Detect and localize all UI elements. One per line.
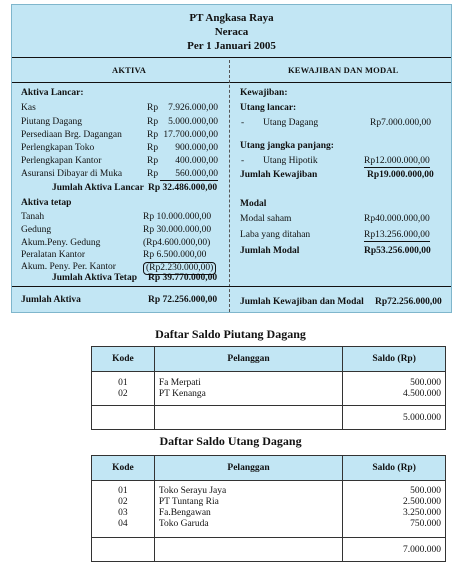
aktiva-tetap-total: Rp 39.770.000,00 xyxy=(148,273,218,283)
aktiva-lancar-total-label: Jumlah Aktiva Lancar xyxy=(52,183,144,193)
utang-hipotik-dash: - xyxy=(241,156,245,166)
aktiva-lancar-item-label: Piutang Dagang xyxy=(21,117,82,127)
aktiva-tetap-item-label: Akum.Peny. Gedung xyxy=(21,238,101,248)
kode-value: 03 xyxy=(118,508,128,518)
kode-cell xyxy=(92,372,155,406)
saldo-value: 4.500.000 xyxy=(403,389,441,399)
empty-cell xyxy=(92,406,155,430)
total-row xyxy=(92,538,446,562)
aktiva-tetap-item-label: Akum. Peny. Per. Kantor xyxy=(21,262,116,272)
piutang-total: 5.000.000 xyxy=(343,406,446,430)
aktiva-tetap-item-value: Rp 10.000.000,00 xyxy=(143,212,212,222)
saldo-value: 500.000 xyxy=(410,378,441,388)
aktiva-lancar-label: Aktiva Lancar: xyxy=(21,88,84,98)
aktiva-lancar-item-currency: Rp xyxy=(147,156,159,166)
total-row xyxy=(92,406,446,430)
saldo-cell xyxy=(343,372,446,406)
utang-dagang-value: Rp7.000.000,00 xyxy=(370,118,431,128)
column-header-saldo: Saldo (Rp) xyxy=(343,456,446,481)
aktiva-lancar-item-label: Kas xyxy=(21,103,36,113)
saldo-value: 500.000 xyxy=(410,486,441,496)
aktiva-lancar-item-value: 7.926.000,00 xyxy=(168,103,218,113)
aktiva-tetap-item-value: (Rp2.230.000,00) xyxy=(143,262,216,275)
modal-saham-value: Rp40.000.000,00 xyxy=(364,214,430,224)
table-row xyxy=(92,372,446,406)
aktiva-tetap-item-value: (Rp4.600.000,00) xyxy=(143,238,211,248)
pelanggan-value: Fa.Bengawan xyxy=(158,508,211,518)
jumlah-aktiva: Rp 72.256.000,00 xyxy=(148,295,218,305)
aktiva-tetap-item-value: Rp 30.000.000,00 xyxy=(143,225,212,235)
utang-panjang-label: Utang jangka panjang: xyxy=(240,141,334,151)
column-header-pelanggan: Pelanggan xyxy=(154,456,342,481)
aktiva-tetap-item-label: Tanah xyxy=(21,212,45,222)
pelanggan-cell xyxy=(154,372,342,406)
jumlah-aktiva-label: Jumlah Aktiva xyxy=(21,295,81,305)
jumlah-modal-label: Jumlah Modal xyxy=(240,246,300,256)
aktiva-tetap-item-label: Gedung xyxy=(21,225,52,235)
kewajiban-column-header: KEWAJIBAN DAN MODAL xyxy=(288,65,399,75)
saldo-value: 2.500.000 xyxy=(403,497,441,507)
laba-ditahan-value: Rp13.256.000,00 xyxy=(364,230,430,240)
aktiva-lancar-item-currency: Rp xyxy=(147,143,159,153)
table-header-row xyxy=(92,456,446,481)
aktiva-lancar-item-value: 5.000.000,00 xyxy=(168,117,218,127)
table-header-row xyxy=(92,347,446,372)
column-header-kode: Kode xyxy=(92,456,155,481)
saldo-value: 3.250.000 xyxy=(403,508,441,518)
aktiva-column-header: AKTIVA xyxy=(112,65,147,75)
aktiva-lancar-item-currency: Rp xyxy=(147,103,159,113)
company-name: PT Angkasa Raya xyxy=(189,12,274,24)
empty-cell xyxy=(154,538,342,562)
aktiva-lancar-item-label: Perlengkapan Kantor xyxy=(21,156,102,166)
utang-lancar-label: Utang lancar: xyxy=(240,103,297,113)
saldo-value: 750.000 xyxy=(410,519,441,529)
kode-value: 01 xyxy=(118,486,128,496)
pelanggan-value: PT Tuntang Ria xyxy=(158,497,219,507)
aktiva-lancar-item-value: 400.000,00 xyxy=(175,156,218,166)
statement-date: Per 1 Januari 2005 xyxy=(187,40,276,52)
column-header-pelanggan: Pelanggan xyxy=(154,347,342,372)
column-header-kode: Kode xyxy=(92,347,155,372)
utang-title: Daftar Saldo Utang Dagang xyxy=(159,434,302,448)
empty-cell xyxy=(154,406,342,430)
aktiva-lancar-item-value: 17.700.000,00 xyxy=(163,130,218,140)
piutang-table xyxy=(91,346,446,430)
saldo-cell xyxy=(343,481,446,538)
empty-cell xyxy=(92,538,155,562)
jumlah-modal: Rp53.256.000,00 xyxy=(364,246,431,256)
piutang-title: Daftar Saldo Piutang Dagang xyxy=(155,327,306,341)
aktiva-lancar-item-label: Perlengkapan Toko xyxy=(21,143,95,153)
pelanggan-value: Toko Serayu Jaya xyxy=(158,486,227,496)
utang-total: 7.000.000 xyxy=(343,538,446,562)
utang-dagang-label: Utang Dagang xyxy=(263,118,319,128)
divider xyxy=(12,286,451,287)
divider xyxy=(12,82,451,83)
utang-table xyxy=(91,455,446,562)
aktiva-tetap-item-label: Peralatan Kantor xyxy=(21,250,86,260)
modal-saham-label: Modal saham xyxy=(240,214,292,224)
pelanggan-cell xyxy=(154,481,342,538)
kode-value: 01 xyxy=(118,378,128,388)
grand-total: Rp72.256.000,00 xyxy=(375,297,442,307)
aktiva-tetap-total-label: Jumlah Aktiva Tetap xyxy=(52,273,137,283)
jumlah-kewajiban: Rp19.000.000,00 xyxy=(367,170,434,180)
aktiva-lancar-item-currency: Rp xyxy=(147,130,159,140)
grand-total-label: Jumlah Kewajiban dan Modal xyxy=(240,297,364,307)
aktiva-tetap-item-value: Rp 6.500.000,00 xyxy=(143,250,207,260)
divider xyxy=(12,57,451,58)
kewajiban-label: Kewajiban: xyxy=(240,88,288,98)
aktiva-lancar-item-currency: Rp xyxy=(147,169,159,179)
aktiva-lancar-item-label: Persediaan Brg. Dagangan xyxy=(21,130,122,140)
kode-value: 02 xyxy=(118,497,128,507)
jumlah-kewajiban-label: Jumlah Kewajiban xyxy=(240,170,318,180)
utang-hipotik-value: Rp12.000.000,00 xyxy=(364,156,430,166)
balance-sheet xyxy=(11,4,452,313)
aktiva-lancar-item-value: 560.000,00 xyxy=(160,169,218,181)
modal-label: Modal xyxy=(240,199,267,209)
utang-dagang-dash: - xyxy=(241,118,245,128)
kode-value: 02 xyxy=(118,389,128,399)
column-divider xyxy=(229,60,230,312)
pelanggan-value: PT Kenanga xyxy=(158,389,206,399)
laba-ditahan-label: Laba yang ditahan xyxy=(240,230,311,240)
statement-title: Neraca xyxy=(214,26,249,38)
aktiva-lancar-item-value: 900.000,00 xyxy=(175,143,218,153)
column-header-saldo: Saldo (Rp) xyxy=(343,347,446,372)
aktiva-lancar-item-label: Asuransi Dibayar di Muka xyxy=(21,169,123,179)
pelanggan-value: Toko Garuda xyxy=(158,519,209,529)
utang-hipotik-label: Utang Hipotik xyxy=(263,156,318,166)
kode-cell xyxy=(92,481,155,538)
kode-value: 04 xyxy=(118,519,128,529)
table-row xyxy=(92,481,446,538)
aktiva-lancar-total: Rp 32.486.000,00 xyxy=(148,183,218,193)
pelanggan-value: Fa Merpati xyxy=(158,378,201,388)
aktiva-lancar-item-currency: Rp xyxy=(147,117,159,127)
aktiva-tetap-label: Aktiva tetap xyxy=(21,198,72,208)
